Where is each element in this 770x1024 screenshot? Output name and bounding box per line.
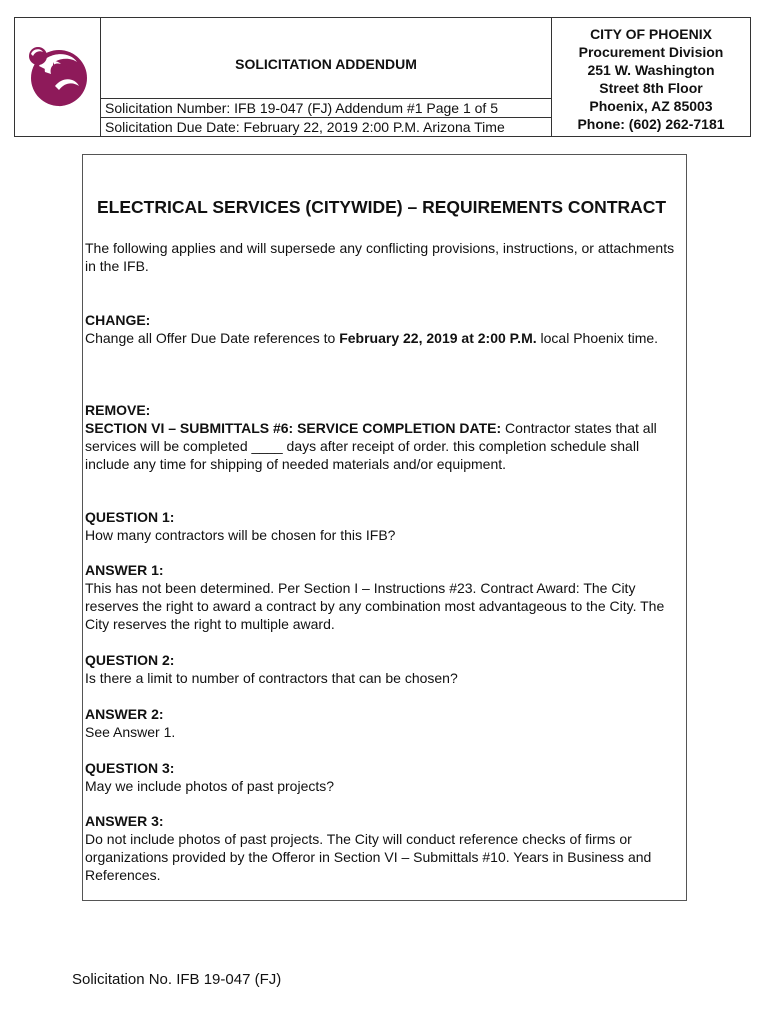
answer-1-heading: ANSWER 1: bbox=[85, 562, 164, 578]
page-title: ELECTRICAL SERVICES (CITYWIDE) – REQUIREMENTS CONTRACT bbox=[97, 197, 667, 217]
question-3 bbox=[85, 759, 683, 795]
change-text-pre: Change all Offer Due Date references to bbox=[85, 330, 340, 346]
remove-section-ref: SECTION VI – SUBMITTALS #6: SERVICE COMPLETION DATE: bbox=[85, 420, 502, 436]
question-2 bbox=[85, 651, 683, 687]
addendum-info-cell bbox=[101, 18, 552, 136]
question-1 bbox=[85, 508, 683, 544]
change-heading: CHANGE: bbox=[85, 312, 151, 328]
change-text-post: local Phoenix time. bbox=[536, 330, 659, 346]
phoenix-bird-logo-icon bbox=[25, 42, 91, 110]
question-2-heading: QUESTION 2: bbox=[85, 652, 175, 668]
question-1-heading: QUESTION 1: bbox=[85, 509, 175, 525]
answer-2-text: See Answer 1. bbox=[85, 724, 176, 740]
answer-3-text: Do not include photos of past projects. The City will conduct reference checks of firms or organizations provided by the Offeror in Section VI – Submittals #10. Years in Business and References. bbox=[85, 831, 652, 883]
question-2-text: Is there a limit to number of contractors that can be chosen? bbox=[85, 670, 458, 686]
answer-2-heading: ANSWER 2: bbox=[85, 706, 164, 722]
org-phone: Phone: (602) 262-7181 bbox=[577, 116, 725, 132]
answer-2 bbox=[85, 705, 683, 741]
change-section bbox=[85, 311, 683, 347]
org-name: CITY OF PHOENIX bbox=[590, 26, 712, 42]
question-3-heading: QUESTION 3: bbox=[85, 760, 175, 776]
answer-1-text: This has not been determined. Per Section I – Instructions #23. Contract Award: The City reserves the right to award a contract by any combination most advantageous to the City. The City reserves the right to multiple award. bbox=[85, 580, 665, 632]
org-street: 251 W. Washington bbox=[587, 62, 715, 78]
org-floor: Street 8th Floor bbox=[599, 80, 703, 96]
remove-section bbox=[85, 401, 683, 473]
question-1-text: How many contractors will be chosen for this IFB? bbox=[85, 527, 396, 543]
answer-1 bbox=[85, 561, 683, 633]
addendum-title: SOLICITATION ADDENDUM bbox=[235, 56, 417, 72]
page-footer: Solicitation No. IFB 19-047 (FJ) bbox=[72, 971, 282, 988]
change-text-date: February 22, 2019 at 2:00 P.M. bbox=[339, 330, 537, 346]
solicitation-number: Solicitation Number: IFB 19-047 (FJ) Addendum #1 Page 1 of 5 bbox=[101, 98, 551, 117]
logo-cell bbox=[15, 18, 101, 136]
solicitation-due-date: Solicitation Due Date: February 22, 2019 2:00 P.M. Arizona Time bbox=[101, 117, 551, 136]
org-address-cell bbox=[552, 18, 750, 136]
header-table bbox=[14, 17, 751, 137]
intro-paragraph: The following applies and will supersede any conflicting provisions, instructions, or attachments in the IFB. bbox=[85, 240, 675, 274]
answer-3 bbox=[85, 812, 683, 884]
org-city: Phoenix, AZ 85003 bbox=[589, 98, 713, 114]
addendum-content-box bbox=[82, 154, 687, 901]
remove-heading: REMOVE: bbox=[85, 402, 151, 418]
answer-3-heading: ANSWER 3: bbox=[85, 813, 164, 829]
org-division: Procurement Division bbox=[578, 44, 724, 60]
remove-text: Contractor states that all services will be completed ____ days after receipt of order. this completion schedule shall include any time for shipping of needed materials and/or equipment. bbox=[85, 420, 657, 472]
question-3-text: May we include photos of past projects? bbox=[85, 778, 335, 794]
